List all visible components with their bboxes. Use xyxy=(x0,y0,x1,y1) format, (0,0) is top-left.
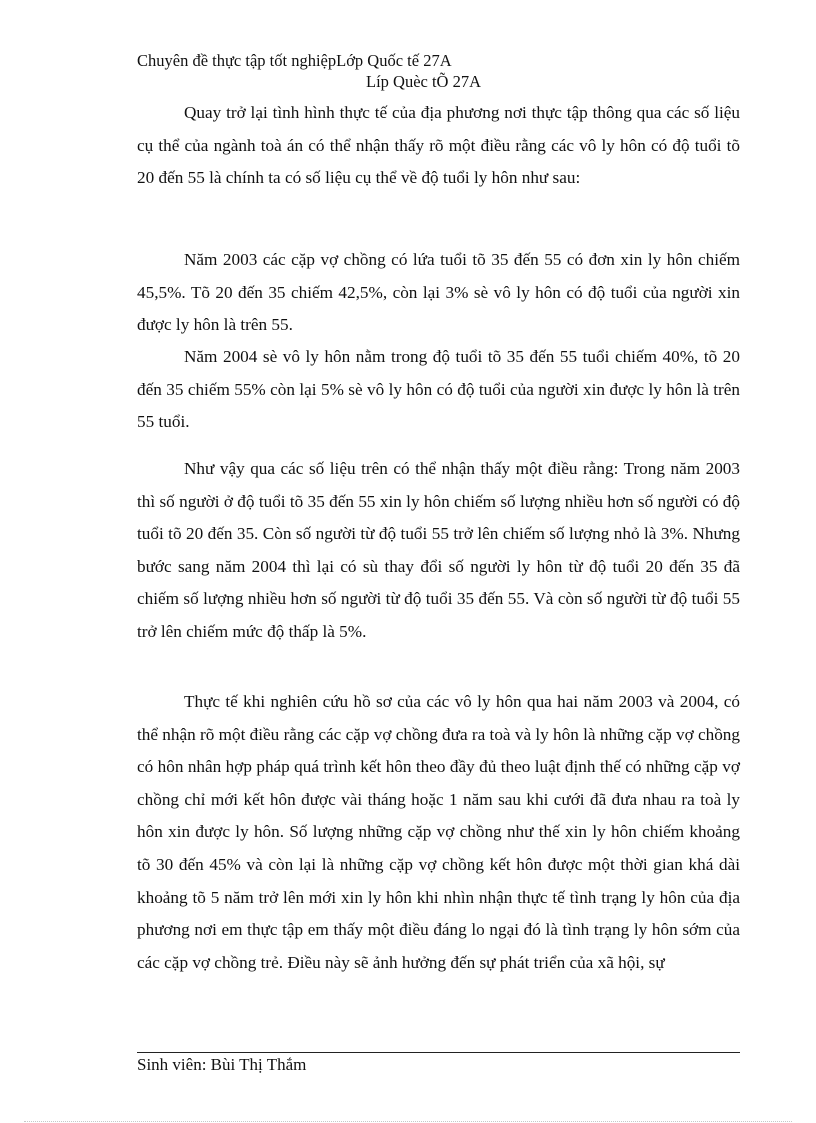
running-header: Chuyên đề thực tập tốt nghiệpLớp Quốc tế 27A xyxy=(137,51,452,70)
footer-divider xyxy=(137,1052,740,1053)
footer-student-name: Sinh viên: Bùi Thị Thắm xyxy=(137,1055,307,1074)
page-bottom-edge xyxy=(24,1121,792,1122)
running-header-garbled: Líp Quèc tÕ 27A xyxy=(366,72,482,91)
paragraph-4: Như vậy qua các số liệu trên có thể nhận thấy một điều rằng: Trong năm 2003 thì số người ở độ tuổi tõ 35 đến 55 xin ly hôn chiếm số lượng nhiều hơn số người có độ tuổi tõ 20 đến 35. Còn số người từ độ tuổi 55 trở lên chiếm số lượng nhỏ là 3%. Nhưng bước sang năm 2004 thì lại có sù thay đổi số người ly hôn từ độ tuổi 20 đến 35 đã chiếm số lượng nhiều hơn số người từ độ tuổi 35 đến 55. Và còn số người từ độ tuổi 55 trở lên chiếm mức độ thấp là 5%. xyxy=(137,459,740,641)
paragraph-1: Quay trở lại tình hình thực tế của địa phương nơi thực tập thông qua các số liệu cụ thể của ngành toà án có thể nhận thấy rõ một điều rằng các vô ly hôn có độ tuổi tõ 20 đến 55 là chính ta có số liệu cụ thể về độ tuổi ly hôn như sau: xyxy=(137,103,740,188)
paragraph-5: Thực tế khi nghiên cứu hồ sơ của các vô ly hôn qua hai năm 2003 và 2004, có thể nhận rõ một điều rằng các cặp vợ chồng đưa ra toà và ly hôn là những cặp vợ chồng có hôn nhân hợp pháp quá trình kết hôn theo đầy đủ theo luật định thế có những cặp vợ chồng chỉ mới kết hôn được vài tháng hoặc 1 năm sau khi cưới đã đưa nhau ra toà ly hôn xin được ly hôn. Số lượng những cặp vợ chồng như thế xin ly hôn chiếm khoảng tõ 30 đến 45% và còn lại là những cặp vợ chồng kết hôn được một thời gian khá dài khoảng tõ 5 năm trở lên mới xin ly hôn khi nhìn nhận thực tế tình trạng ly hôn của địa phương nơi em thực tập em thấy một điều đáng lo ngại đó là tình trạng ly hôn sớm của các cặp vợ chồng trẻ. Điều này sẽ ảnh hưởng đến sự phát triển của xã hội, sự xyxy=(137,692,740,972)
paragraph-2: Năm 2003 các cặp vợ chồng có lứa tuổi tõ 35 đến 55 có đơn xin ly hôn chiếm 45,5%. Tõ 20 đến 35 chiếm 42,5%, còn lại 3% sè vô ly hôn có độ tuổi của người xin được ly hôn là trên 55. xyxy=(137,250,740,335)
paragraph-3: Năm 2004 sè vô ly hôn nằm trong độ tuổi tõ 35 đến 55 tuổi chiếm 40%, tõ 20 đến 35 chiếm 55% còn lại 5% sè vô ly hôn có độ tuổi của người xin được ly hôn là trên 55 tuổi. xyxy=(137,347,740,432)
